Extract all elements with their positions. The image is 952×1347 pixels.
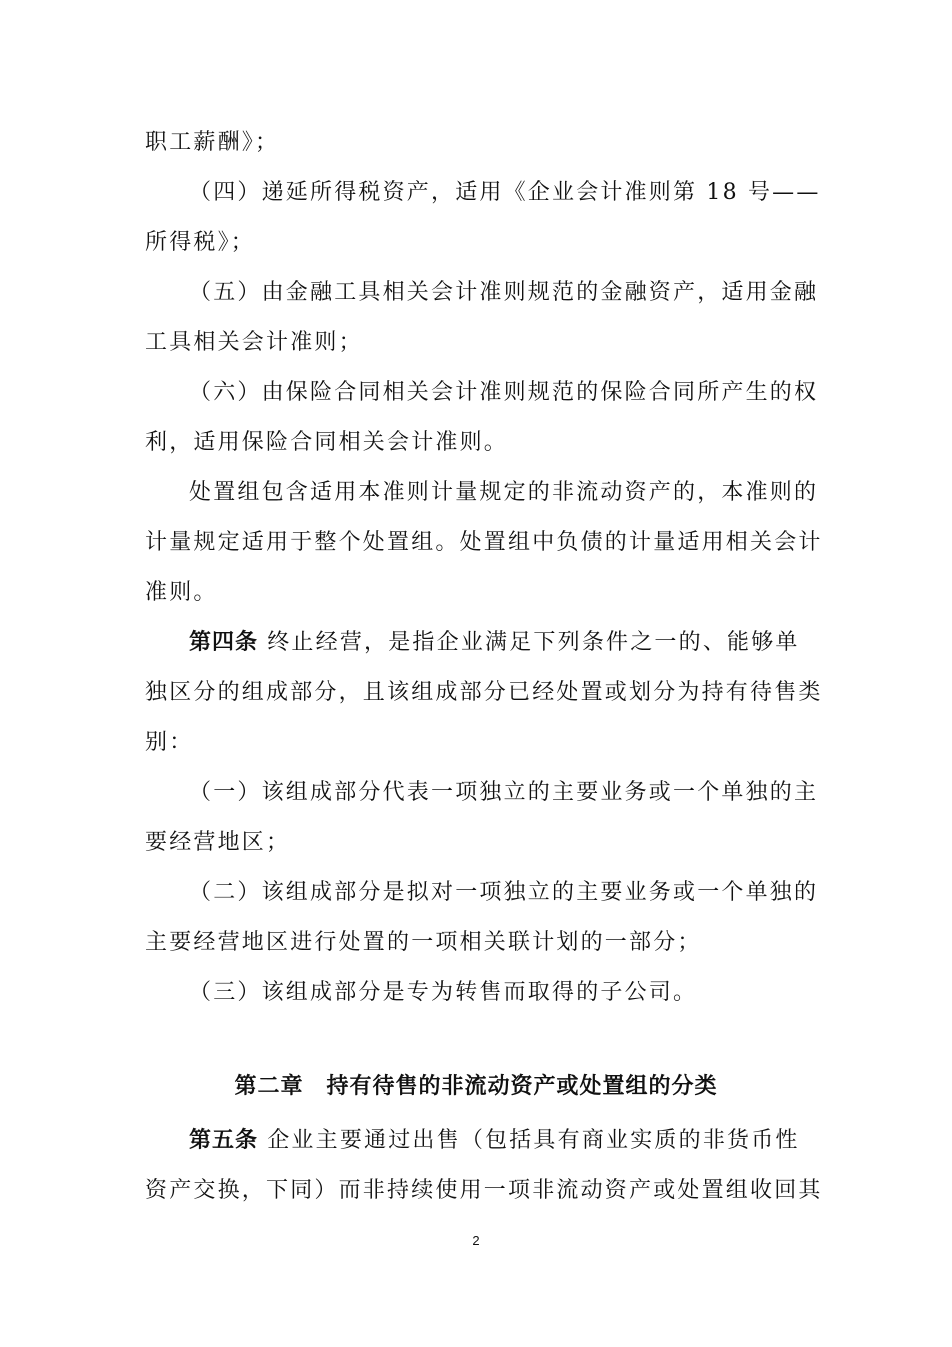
paragraph-line: 职工薪酬》； [145, 130, 280, 155]
paragraph-line: 别： [145, 730, 194, 755]
paragraph-line: 工具相关会计准则； [145, 330, 363, 355]
list-item-line: 主要经营地区进行处置的一项相关联计划的一部分； [145, 930, 702, 955]
paragraph-line: 计量规定适用于整个处置组。处置组中负债的计量适用相关会计 [145, 530, 823, 555]
article-4-heading: 第四条 [189, 630, 259, 655]
paragraph-line: 所得税》； [145, 230, 256, 255]
list-item-line: 要经营地区； [145, 830, 291, 855]
list-item-line: （一）该组成部分代表一项独立的主要业务或一个单独的主 [189, 780, 819, 805]
page-number: 2 [472, 1233, 480, 1248]
list-item-line: （二）该组成部分是拟对一项独立的主要业务或一个单独的 [189, 880, 819, 905]
paragraph-line: （四）递延所得税资产，适用《企业会计准则第 18 号—— [189, 180, 821, 205]
article-5-first-line [189, 1126, 810, 1156]
chapter-title: 第二章 持有待售的非流动资产或处置组的分类 [234, 1074, 718, 1099]
paragraph-line: （五）由金融工具相关会计准则规范的金融资产，适用金融 [189, 280, 819, 305]
paragraph-line: （六）由保险合同相关会计准则规范的保险合同所产生的权 [189, 380, 819, 405]
paragraph-line: 利，适用保险合同相关会计准则。 [145, 430, 509, 455]
article-4-text: 终止经营，是指企业满足下列条件之一的、能够单 [267, 630, 800, 655]
paragraph-line: 处置组包含适用本准则计量规定的非流动资产的，本准则的 [189, 480, 819, 505]
paragraph-line: 资产交换，下同）而非持续使用一项非流动资产或处置组收回其 [145, 1178, 823, 1203]
paragraph-line: 独区分的组成部分，且该组成部分已经处置或划分为持有待售类 [145, 680, 823, 705]
article-5-text: 企业主要通过出售（包括具有商业实质的非货币性 [267, 1128, 800, 1153]
list-item-line: （三）该组成部分是专为转售而取得的子公司。 [189, 980, 698, 1005]
article-5-heading: 第五条 [189, 1128, 259, 1153]
paragraph-line: 准则。 [145, 580, 218, 605]
article-4-first-line [189, 628, 810, 658]
